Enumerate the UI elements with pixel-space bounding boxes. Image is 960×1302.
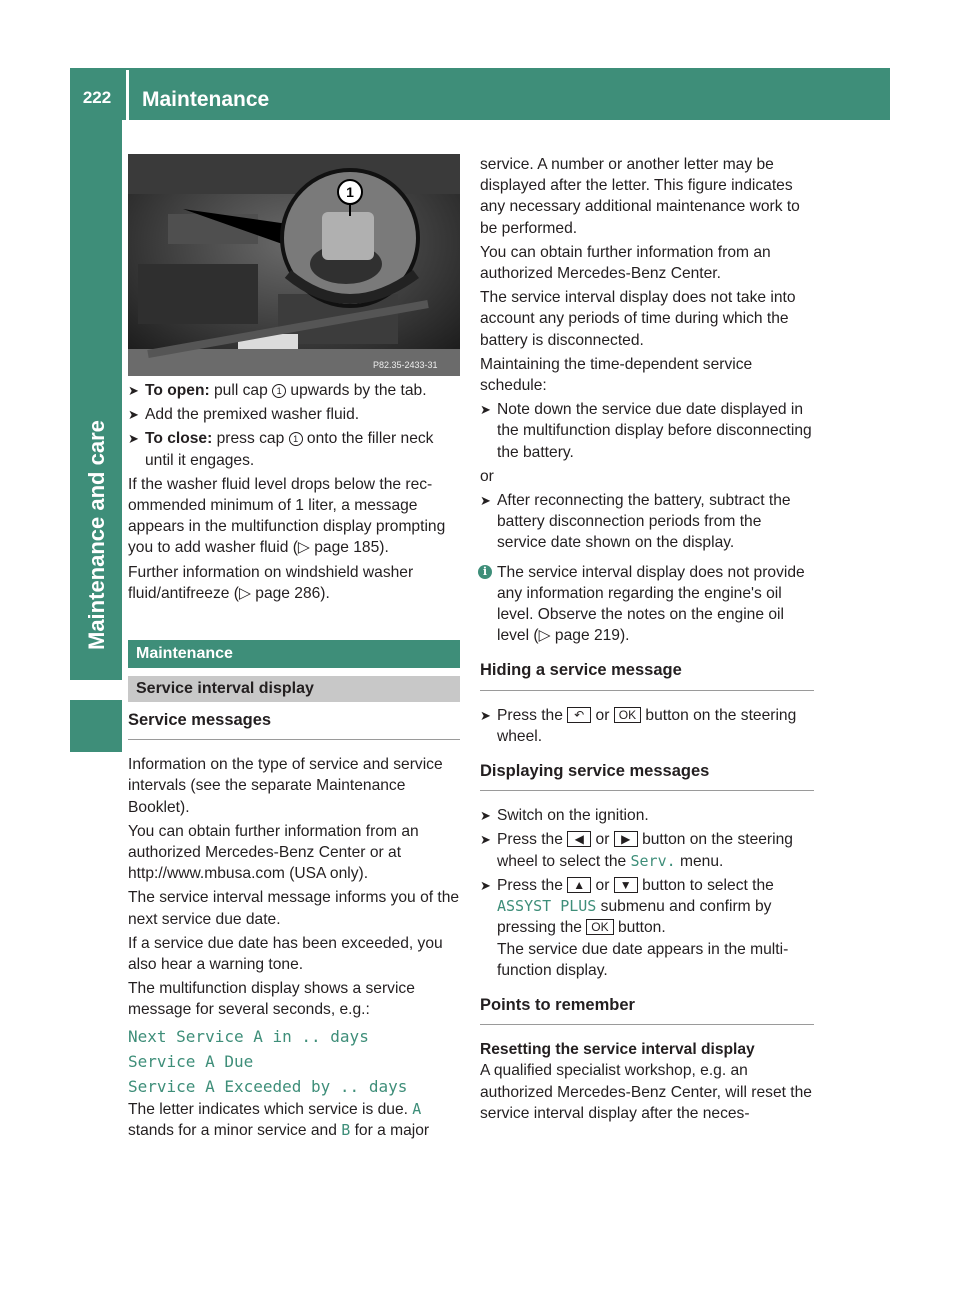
header-divider bbox=[126, 70, 129, 120]
step-arrow-icon: ➤ bbox=[128, 431, 139, 447]
left-button-icon: ◀ bbox=[567, 831, 591, 847]
paragraph: Maintaining the time-dependent service schedule: bbox=[480, 355, 753, 395]
step-arrow-icon: ➤ bbox=[128, 407, 139, 423]
side-tab-marker bbox=[70, 700, 122, 752]
left-column bbox=[128, 380, 460, 1144]
paragraph: The letter indicates which service is due. A stands for a minor service and B for a major bbox=[128, 1099, 430, 1139]
down-button-icon: ▼ bbox=[614, 877, 638, 893]
back-button-icon: ↶ bbox=[567, 707, 591, 723]
right-button-icon: ▶ bbox=[614, 831, 638, 847]
heading-hiding-service-message: Hiding a service message bbox=[480, 660, 814, 690]
heading-points-to-remember: Points to remember bbox=[480, 995, 814, 1025]
list-item: ➤ Press the ▲ or ▼ button to select the ASSYST PLUS submenu and confirm by pressing the OK button. The service due date appears in the multifunction display. bbox=[480, 876, 789, 979]
step-arrow-icon: ➤ bbox=[480, 808, 491, 824]
step-arrow-icon: ➤ bbox=[480, 493, 491, 509]
side-tab-label: Maintenance and care bbox=[84, 420, 109, 650]
engine-illustration bbox=[128, 154, 460, 376]
paragraph: or bbox=[480, 467, 494, 485]
display-message: Service A Exceeded by .. days bbox=[128, 1076, 408, 1096]
paragraph: You can obtain further information from an authorized Mercedes-Benz Center. bbox=[480, 243, 771, 283]
ok-button-icon: OK bbox=[614, 707, 641, 723]
paragraph: If the washer fluid level drops below the recommended minimum of 1 liter, a message appears in the multifunction display prompting you to add washer fluid (▷ page 185). bbox=[128, 475, 446, 557]
list-item: ➤ Add the premixed washer fluid. bbox=[128, 404, 460, 425]
list-item: ➤ Press the ↶ or OK button on the steering wheel. bbox=[480, 706, 797, 745]
page-number: 222 bbox=[82, 88, 112, 107]
step-arrow-icon: ➤ bbox=[480, 832, 491, 848]
paragraph: Further information on windshield washer fluid/antifreeze (▷ page 286). bbox=[128, 563, 414, 602]
list-item: ➤ Note down the service due date displayed in the multifunction display before disconnecting the battery. bbox=[480, 401, 812, 461]
step-arrow-icon: ➤ bbox=[480, 402, 491, 418]
figure-code: P82.35-2433-31 bbox=[373, 360, 438, 370]
subsection-heading: Service interval display bbox=[128, 676, 460, 702]
paragraph: The service interval display does not take into account any periods of time during which the battery is disconnected. bbox=[480, 289, 796, 349]
list-item: ➤ Press the ◀ or ▶ button on the steering wheel to select the Serv. menu. bbox=[480, 831, 793, 870]
callout-number: 1 bbox=[346, 184, 354, 200]
step-arrow-icon: ➤ bbox=[128, 383, 139, 398]
heading-displaying-service-messages: Displaying service messages bbox=[480, 761, 814, 791]
heading-resetting-service-interval: Resetting the service interval display bbox=[480, 1041, 755, 1059]
paragraph: If a service due date has been exceeded, you also hear a warning tone. bbox=[128, 934, 443, 974]
callout-icon: 1 bbox=[289, 432, 303, 446]
info-icon: i bbox=[478, 565, 492, 579]
side-tab-gap bbox=[70, 680, 122, 700]
page-title: Maintenance bbox=[142, 88, 270, 111]
list-item: ➤ Switch on the ignition. bbox=[480, 805, 814, 826]
step-arrow-icon: ➤ bbox=[480, 877, 491, 893]
paragraph: The service interval message informs you of the next service due date. bbox=[128, 889, 460, 928]
display-message: Next Service A in .. days bbox=[128, 1026, 369, 1046]
list-item: ➤ To close: press cap 1 onto the filler neck until it engages. bbox=[128, 430, 434, 469]
section-heading: Maintenance bbox=[128, 640, 460, 668]
callout-icon: 1 bbox=[272, 384, 286, 398]
paragraph: You can obtain further information from an authorized Mercedes-Benz Center or at http://www.mbusa.com (USA only). bbox=[128, 822, 419, 883]
display-message: Service A Due bbox=[128, 1051, 254, 1071]
ok-button-icon: OK bbox=[586, 919, 613, 935]
right-column bbox=[480, 154, 814, 1127]
info-note: i The service interval display does not provide any information regarding the engine's oil level. Observe the notes on the engine oil level (▷ page 219). bbox=[480, 562, 814, 647]
list-item: ➤ After reconnecting the battery, subtract the battery disconnection periods from the service date shown on the display. bbox=[480, 492, 791, 552]
heading-service-messages: Service messages bbox=[128, 710, 460, 740]
paragraph: Information on the type of service and service intervals (see the separate Maintenance Booklet). bbox=[128, 756, 443, 816]
up-button-icon: ▲ bbox=[567, 877, 591, 893]
paragraph: A qualified specialist workshop, e.g. an authorized Mercedes-Benz Center, will reset the service interval display after the neces- bbox=[480, 1062, 812, 1122]
engine-compartment-photo bbox=[128, 154, 460, 376]
step-arrow-icon: ➤ bbox=[480, 707, 491, 723]
paragraph: The multifunction display shows a service message for several seconds, e.g.: bbox=[128, 980, 415, 1019]
paragraph: service. A number or another letter may be displayed after the letter. This figure indicates any necessary additional maintenance work to be performed. bbox=[480, 156, 800, 237]
list-item: ➤ To open: pull cap 1 upwards by the tab. bbox=[128, 380, 460, 401]
